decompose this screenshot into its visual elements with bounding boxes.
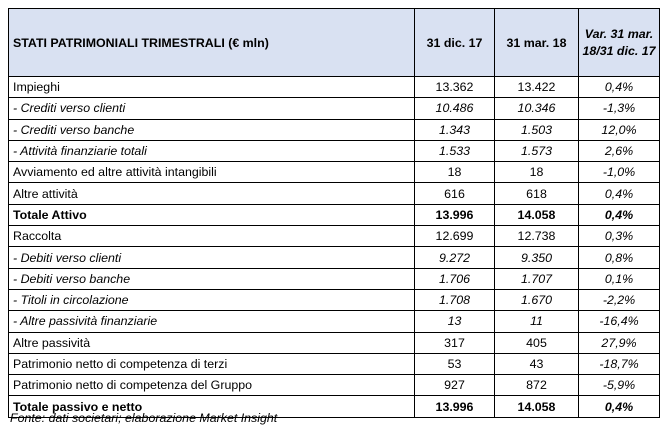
row-label: Avviamento ed altre attività intangibili: [9, 162, 415, 183]
value-mar18: 1.573: [495, 140, 579, 161]
value-variation: 0,4%: [579, 204, 660, 225]
row-label: - Titoli in circolazione: [9, 289, 415, 310]
table-row: [9, 77, 660, 98]
row-label: - Attività finanziarie totali: [9, 140, 415, 161]
table-header-row: [9, 9, 660, 77]
value-mar18: 12.738: [495, 226, 579, 247]
value-dec17: 53: [415, 353, 495, 374]
value-variation: 2,6%: [579, 140, 660, 161]
value-dec17: 616: [415, 183, 495, 204]
column-header-mar18: 31 mar. 18: [495, 9, 579, 77]
value-dec17: 10.486: [415, 98, 495, 119]
row-label: Raccolta: [9, 226, 415, 247]
table-row: [9, 332, 660, 353]
value-dec17: 13.996: [415, 396, 495, 417]
row-label: Totale passivo e netto: [9, 396, 415, 417]
table-row: [9, 140, 660, 161]
table-row: [9, 226, 660, 247]
table-row: [9, 311, 660, 332]
row-label: Altre passività: [9, 332, 415, 353]
value-variation: 0,8%: [579, 247, 660, 268]
row-label: Impieghi: [9, 77, 415, 98]
value-dec17: 317: [415, 332, 495, 353]
table-row: [9, 353, 660, 374]
table-row: [9, 98, 660, 119]
value-mar18: 13.422: [495, 77, 579, 98]
value-mar18: 1.670: [495, 289, 579, 310]
row-label: Altre attività: [9, 183, 415, 204]
value-variation: 0,1%: [579, 268, 660, 289]
table-row: [9, 289, 660, 310]
table-row: [9, 183, 660, 204]
value-mar18: 9.350: [495, 247, 579, 268]
value-mar18: 10.346: [495, 98, 579, 119]
value-mar18: 1.707: [495, 268, 579, 289]
value-variation: 12,0%: [579, 119, 660, 140]
value-mar18: 11: [495, 311, 579, 332]
table-row: [9, 268, 660, 289]
value-dec17: 12.699: [415, 226, 495, 247]
value-dec17: 1.533: [415, 140, 495, 161]
value-mar18: 405: [495, 332, 579, 353]
value-variation: -16,4%: [579, 311, 660, 332]
value-variation: 0,4%: [579, 77, 660, 98]
table-row: [9, 375, 660, 396]
value-mar18: 14.058: [495, 396, 579, 417]
value-mar18: 618: [495, 183, 579, 204]
value-mar18: 1.503: [495, 119, 579, 140]
row-label: - Debiti verso clienti: [9, 247, 415, 268]
table-row: [9, 162, 660, 183]
value-variation: -5,9%: [579, 375, 660, 396]
row-label: Patrimonio netto di competenza di terzi: [9, 353, 415, 374]
column-header-dec17: 31 dic. 17: [415, 9, 495, 77]
table-row: [9, 119, 660, 140]
column-header-variation: Var. 31 mar. 18/31 dic. 17: [579, 9, 660, 77]
row-label: - Crediti verso banche: [9, 119, 415, 140]
value-mar18: 43: [495, 353, 579, 374]
value-variation: 0,4%: [579, 396, 660, 417]
value-dec17: 1.706: [415, 268, 495, 289]
table-row: [9, 247, 660, 268]
source-footnote: Fonte: dati societari; elaborazione Market Insight: [10, 411, 278, 425]
value-dec17: 927: [415, 375, 495, 396]
value-variation: -2,2%: [579, 289, 660, 310]
table-body: [9, 77, 660, 418]
value-mar18: 14.058: [495, 204, 579, 225]
value-mar18: 18: [495, 162, 579, 183]
row-label: - Crediti verso clienti: [9, 98, 415, 119]
value-variation: 0,4%: [579, 183, 660, 204]
row-label: - Debiti verso banche: [9, 268, 415, 289]
value-variation: -18,7%: [579, 353, 660, 374]
value-variation: 0,3%: [579, 226, 660, 247]
value-variation: 27,9%: [579, 332, 660, 353]
value-variation: -1,3%: [579, 98, 660, 119]
value-variation: -1,0%: [579, 162, 660, 183]
value-dec17: 1.343: [415, 119, 495, 140]
table-row: [9, 204, 660, 225]
row-label: - Altre passività finanziarie: [9, 311, 415, 332]
balance-sheet-table: [8, 8, 660, 418]
value-dec17: 13.362: [415, 77, 495, 98]
row-label: Totale Attivo: [9, 204, 415, 225]
value-mar18: 872: [495, 375, 579, 396]
value-dec17: 18: [415, 162, 495, 183]
value-dec17: 1.708: [415, 289, 495, 310]
table-title: STATI PATRIMONIALI TRIMESTRALI (€ mln): [9, 9, 415, 77]
value-dec17: 13: [415, 311, 495, 332]
row-label: Patrimonio netto di competenza del Gruppo: [9, 375, 415, 396]
value-dec17: 9.272: [415, 247, 495, 268]
value-dec17: 13.996: [415, 204, 495, 225]
